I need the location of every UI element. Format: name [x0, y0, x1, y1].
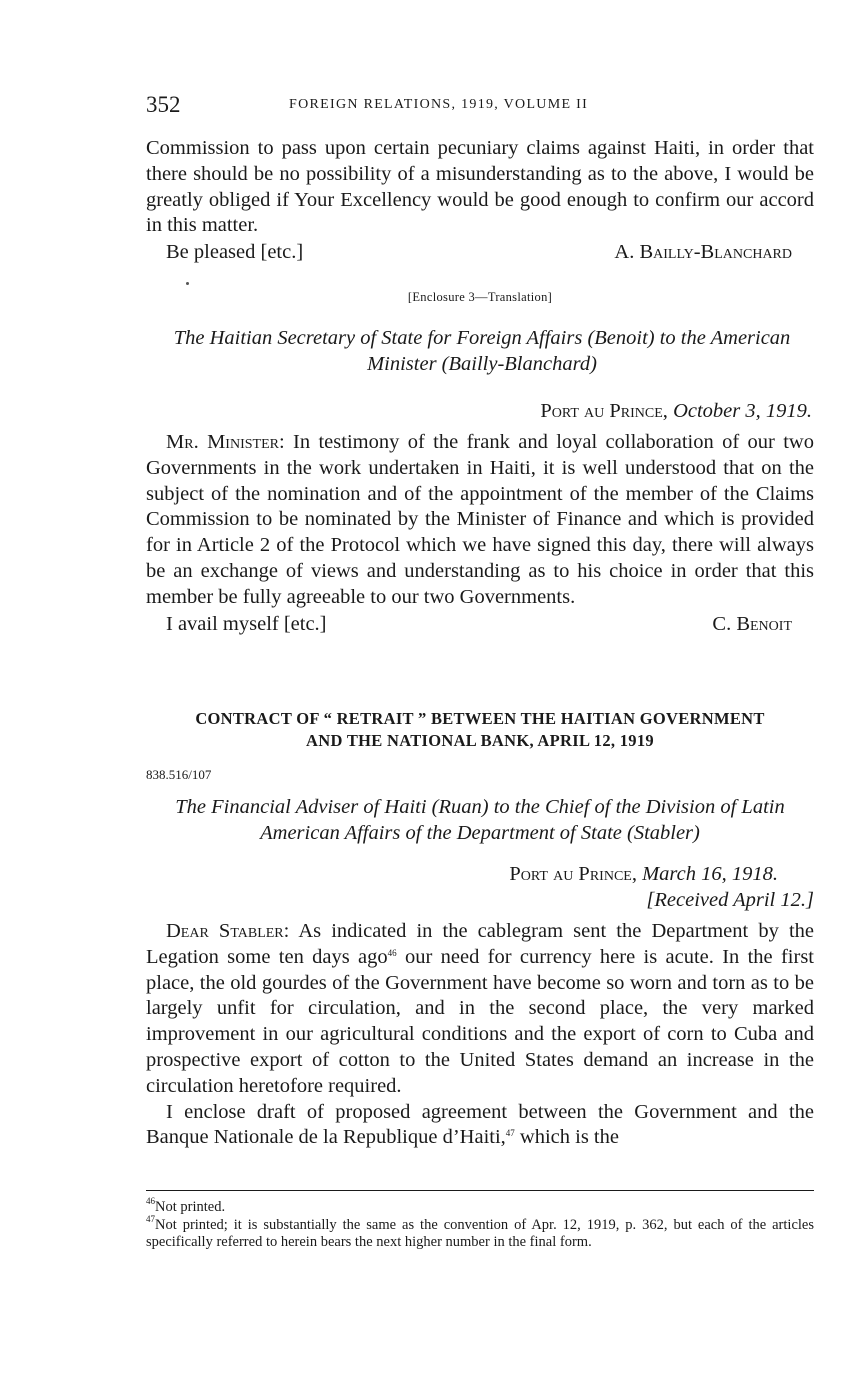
letter-paragraph-1 [146, 919, 814, 1100]
enclosure-dateline [146, 398, 814, 424]
letter-dateline-place: Port au Prince, [509, 863, 637, 885]
footnote-mark: 46 [146, 1196, 155, 1206]
received-note: [Received April 12.] [646, 889, 814, 911]
letter-salutation: Dear Stabler: [166, 920, 290, 942]
enclosure-signature-line [146, 611, 814, 637]
running-title: FOREIGN RELATIONS, 1919, VOLUME II [289, 97, 589, 112]
file-number: 838.516/107 [146, 767, 212, 782]
page-header [146, 92, 816, 122]
letter-dateline [146, 861, 814, 913]
letter-body [146, 919, 814, 1151]
paragraph1-text-a: As indicated in the cablegram sent the Department by the Legation some ten days ago [146, 920, 814, 968]
letter-heading-block [146, 795, 814, 847]
enclosure-label [146, 290, 814, 305]
footnote-ref-46[interactable]: 46 [387, 947, 397, 958]
enclosure-label-text: [Enclosure 3—Translation] [407, 290, 553, 304]
dateline-place: Port au Prince, [540, 400, 668, 422]
enclosure-paragraph [146, 430, 814, 611]
enclosure-body [146, 430, 814, 637]
section-title-line1: CONTRACT OF “ RETRAIT ” BETWEEN THE HAITIAN GOVERNMENT [195, 709, 765, 728]
letter-continuation [146, 136, 814, 265]
enclosure-closing: I avail myself [etc.] [166, 612, 327, 635]
enclosure-heading: The Haitian Secretary of State for Foreign Affairs (Benoit) to the American Minister (Bailly-Blanchard) [173, 327, 791, 375]
stray-dot [186, 282, 189, 285]
file-number-block [146, 766, 814, 784]
footnote-text: Not printed. [155, 1199, 226, 1215]
enclosure-body-text: In testimony of the frank and loyal collaboration of our two Governments in the work undertaken in Haiti, it is well understood that on the subject of the nomination and of the appointment of the member of the Claims Commission to be nominated by the Minister of Finance and which is provided for in Article 2 of the Protocol which we have signed this day, there will always be an exchange of views and understanding as to his choice in order that this member be fully agreeable to our two Governments. [146, 431, 814, 608]
letter-paragraph-2 [146, 1100, 814, 1152]
paragraph2-text-b: which is the [514, 1126, 619, 1149]
footnote-rule [146, 1190, 814, 1191]
footnote-mark: 47 [146, 1213, 155, 1224]
section-title-block [146, 708, 814, 752]
footnote-text: Not printed; it is substantially the same as the convention of Apr. 12, 1919, p. 362, but each of the articles specifically referred to herein bears the next higher number in the final form. [146, 1216, 814, 1250]
continuation-paragraph: Commission to pass upon certain pecuniary claims against Haiti, in order that there should be no possibility of a misunderstanding as to the above, I would be greatly obliged if Your Excellency would be good enough to confirm our accord in this matter. [146, 137, 814, 237]
footnote-47 [146, 1213, 814, 1252]
salutation: Mr. Minister: [166, 431, 285, 453]
letter-heading: The Financial Adviser of Haiti (Ruan) to the Chief of the Division of Latin American Affairs of the Department of State (Stabler) [175, 796, 785, 844]
signature: A. Bailly-Blanchard [614, 241, 792, 264]
section-title-line2: AND THE NATIONAL BANK, APRIL 12, 1919 [306, 731, 654, 750]
closing-text: Be pleased [etc.] [166, 241, 304, 264]
dateline-date: October 3, 1919. [673, 400, 812, 422]
signature-line [146, 239, 814, 265]
enclosure-heading-block [146, 326, 818, 378]
paragraph2-text-a: I enclose draft of proposed agreement between the Government and the Banque Nationale de la Republique d’Haiti, [146, 1100, 814, 1149]
enclosure-signature: C. Benoit [712, 612, 792, 635]
page-number: 352 [146, 92, 181, 117]
footnotes [146, 1196, 814, 1252]
footnote-ref-47[interactable]: 47 [505, 1128, 515, 1139]
paragraph1-text-b: our need for currency here is acute. In the first place, the old gourdes of the Government have become so worn and torn as to be largely unfit for circulation, and in the second place, the very marked improvement in our agricultural conditions and the export of corn to Cuba and prospective export of cotton to the United States demand an increase in the circulation heretofore required. [146, 945, 814, 1097]
footnote-46 [146, 1196, 814, 1217]
letter-dateline-date: March 16, 1918. [642, 863, 778, 885]
